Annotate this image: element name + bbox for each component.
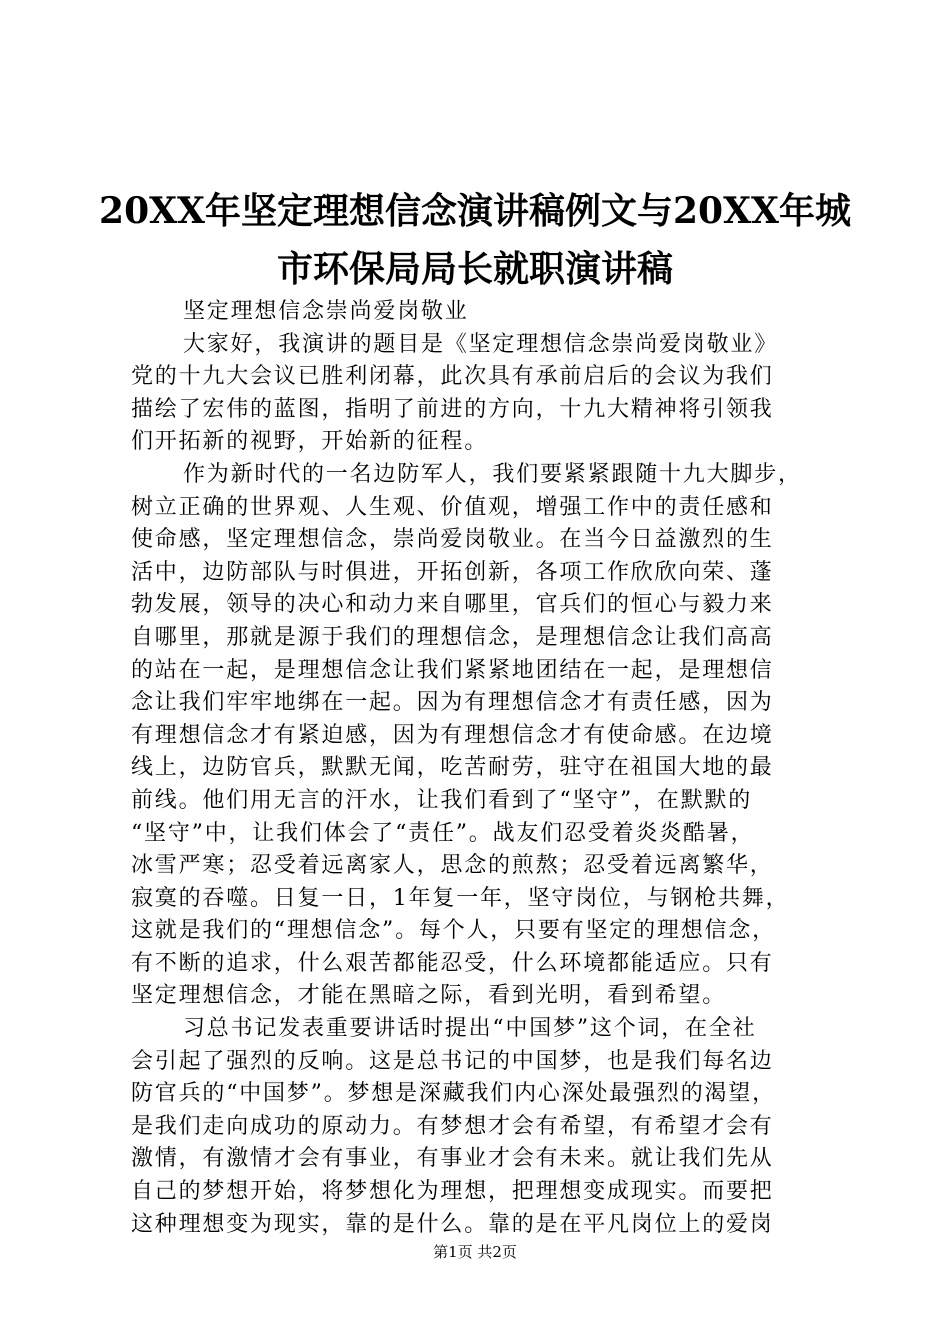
body-line: 寂寞的吞噬。日复一日，1年复一年，坚守岗位，与钢枪共舞， xyxy=(131,885,790,911)
body-line: 防官兵的“中国梦”。梦想是深藏我们内心深处最强烈的渴望， xyxy=(131,1081,776,1107)
document-title-line-2: 市环保局局长就职演讲稿 xyxy=(276,248,673,290)
body-line: 坚定理想信念，才能在黑暗之际，看到光明，看到希望。 xyxy=(131,983,727,1009)
body-line: 自哪里，那就是源于我们的理想信念，是理想信念让我们高高 xyxy=(131,624,774,650)
body-line: 树立正确的世界观、人生观、价值观，增强工作中的责任感和 xyxy=(131,494,774,520)
body-line: 这种理想变为现实，靠的是什么。靠的是在平凡岗位上的爱岗 xyxy=(131,1211,774,1237)
body-line: 描绘了宏伟的蓝图，指明了前进的方向，十九大精神将引领我 xyxy=(131,396,774,422)
body-line: “坚守”中，让我们体会了“责任”。战友们忍受着炎炎酷暑， xyxy=(131,820,755,846)
body-line: 作为新时代的一名边防军人，我们要紧紧跟随十九大脚步， xyxy=(183,461,802,487)
body-line: 坚定理想信念崇尚爱岗敬业 xyxy=(183,299,469,324)
body-line: 激情，有激情才会有事业，有事业才会有未来。就让我们先从 xyxy=(131,1146,774,1172)
body-line: 有理想信念才有紧迫感，因为有理想信念才有使命感。在边境 xyxy=(131,722,774,748)
body-line: 是我们走向成功的原动力。有梦想才会有希望，有希望才会有 xyxy=(131,1113,774,1139)
body-line: 习总书记发表重要讲话时提出“中国梦”这个词，在全社 xyxy=(183,1016,757,1042)
document-title-line-1: 20XX年坚定理想信念演讲稿例文与20XX年城 xyxy=(99,190,851,232)
body-line: 有不断的追求，什么艰苦都能忍受，什么环境都能适应。只有 xyxy=(131,950,774,976)
body-line: 前线。他们用无言的汗水，让我们看到了“坚守”，在默默的 xyxy=(131,787,753,813)
body-line: 使命感，坚定理想信念，崇尚爱岗敬业。在当今日益激烈的生 xyxy=(131,527,774,553)
page-footer: 第1页 共2页 xyxy=(433,1243,517,1261)
document-body xyxy=(131,296,831,1241)
body-line: 这就是我们的“理想信念”。每个人，只要有坚定的理想信念， xyxy=(131,918,776,944)
body-line: 念让我们牢牢地绑在一起。因为有理想信念才有责任感，因为 xyxy=(131,690,774,716)
body-line: 的站在一起，是理想信念让我们紧紧地团结在一起，是理想信 xyxy=(131,657,774,683)
body-line: 线上，边防官兵，默默无闻，吃苦耐劳，驻守在祖国大地的最 xyxy=(131,755,774,781)
body-line: 大家好，我演讲的题目是《坚定理想信念崇尚爱岗敬业》 xyxy=(183,331,779,357)
body-line: 党的十九大会议已胜利闭幕，此次具有承前启后的会议为我们 xyxy=(131,364,774,390)
body-line: 会引起了强烈的反响。这是总书记的中国梦，也是我们每名边 xyxy=(131,1048,774,1074)
body-line: 勃发展，领导的决心和动力来自哪里，官兵们的恒心与毅力来 xyxy=(131,592,774,618)
body-line: 们开拓新的视野，开始新的征程。 xyxy=(131,429,489,455)
body-line: 自己的梦想开始，将梦想化为理想，把理想变成现实。而要把 xyxy=(131,1179,774,1205)
body-line: 冰雪严寒；忍受着远离家人，思念的煎熬；忍受着远离繁华， xyxy=(131,853,774,879)
body-line: 活中，边防部队与时俱进，开拓创新，各项工作欣欣向荣、蓬 xyxy=(131,559,774,585)
